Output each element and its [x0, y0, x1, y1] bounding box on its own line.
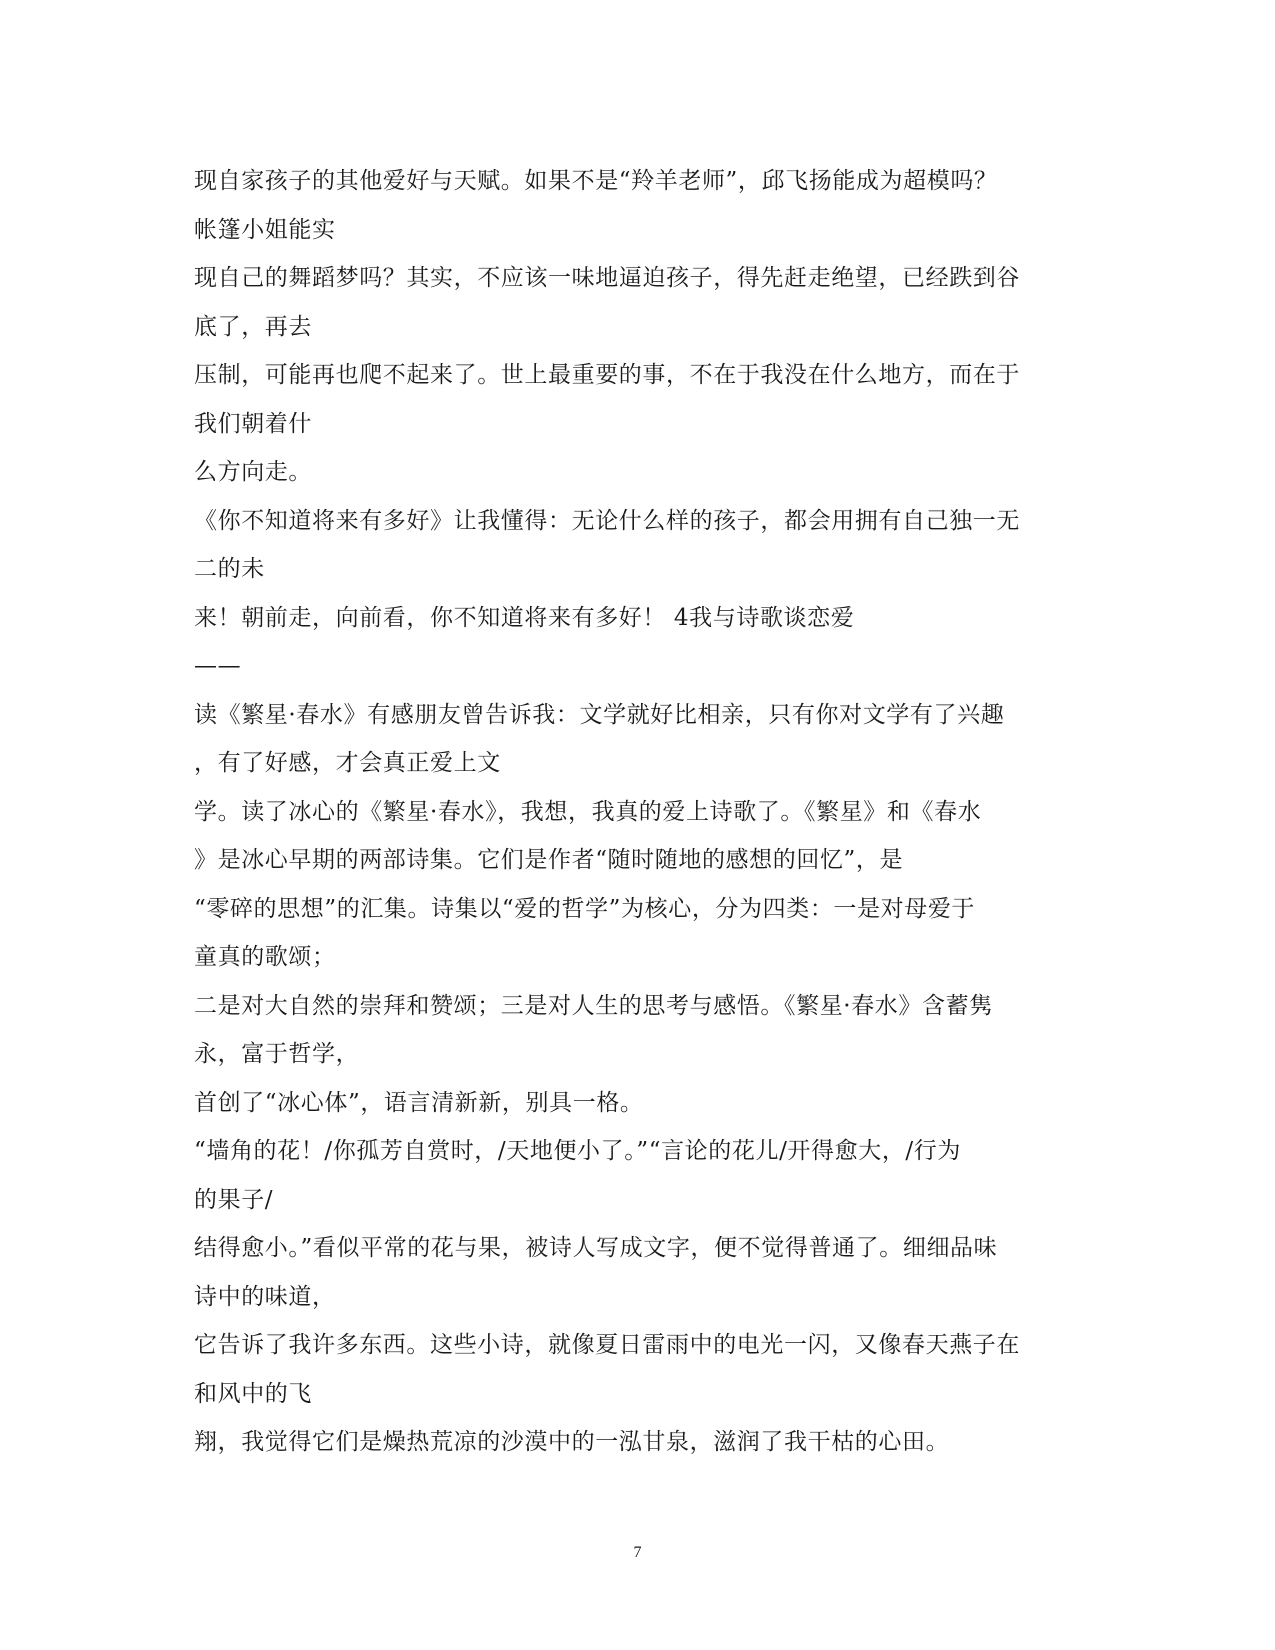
text-line: 诗中的味道，: [194, 1283, 336, 1310]
text-line: 我们朝着什: [194, 410, 312, 437]
text-line: 首创了“冰心体”，语言清新新，别具一格。: [194, 1089, 644, 1116]
text-line: 《你不知道将来有多好》让我懂得：无论什么样的孩子，都会用拥有自己独一无: [194, 507, 1020, 534]
text-line: 底了，再去: [194, 313, 312, 340]
text-line: 和风中的飞: [194, 1380, 312, 1407]
text-line: 它告诉了我许多东西。这些小诗，就像夏日雷雨中的电光一闪，又像春天燕子在: [194, 1332, 1020, 1358]
text-line: 现自家孩子的其他爱好与天赋。如果不是“羚羊老师”，邱飞扬能成为超模吗？: [194, 168, 998, 194]
text-line: 童真的歌颂；: [194, 944, 336, 970]
text-line: 帐篷小姐能实: [194, 216, 336, 243]
text-line: 二是对大自然的崇拜和赞颂；三是对人生的思考与感悟。《繁星·春水》含蓄隽: [194, 992, 993, 1019]
text-line: ，有了好感，才会真正爱上文: [194, 750, 501, 776]
text-line: 现自己的舞蹈梦吗？其实，不应该一味地逼迫孩子，得先赶走绝望，已经跌到谷: [194, 265, 1020, 291]
text-line: 翔，我觉得它们是燥热荒凉的沙漠中的一泓甘泉，滋润了我干枯的心田。: [194, 1429, 950, 1455]
text-line: 的果子/: [194, 1186, 274, 1213]
page-number: 7: [633, 1544, 642, 1561]
text-line: 学。读了冰心的《繁星·春水》，我想，我真的爱上诗歌了。《繁星》和《春水: [194, 798, 982, 825]
text-line: 永，富于哲学，: [194, 1041, 360, 1067]
text-line: ——: [194, 653, 242, 679]
text-line: 压制，可能再也爬不起来了。世上最重要的事，不在于我没在什么地方，而在于: [194, 362, 1020, 388]
text-line: 》是冰心早期的两部诗集。它们是作者“随时随地的感想的回忆”，是: [194, 847, 904, 873]
text-line: 么方向走。: [194, 459, 312, 485]
text-line: “墙角的花！/你孤芳自赏时，/天地便小了。”“言论的花儿/开得愈大，/行为: [194, 1138, 961, 1164]
text-line: 结得愈小。”看似平常的花与果，被诗人写成文字，便不觉得普通了。细细品味: [194, 1235, 998, 1261]
text-line: 读《繁星·春水》有感朋友曾告诉我：文学就好比相亲，只有你对文学有了兴趣: [194, 701, 1005, 728]
text-line: 二的未: [194, 556, 265, 582]
text-line: 来！朝前走，向前看，你不知道将来有多好！ 4我与诗歌谈恋爱: [194, 604, 855, 631]
text-line: “零碎的思想”的汇集。诗集以“爱的哲学”为核心，分为四类：一是对母爱于: [194, 895, 976, 922]
body-text: [194, 157, 1074, 1467]
